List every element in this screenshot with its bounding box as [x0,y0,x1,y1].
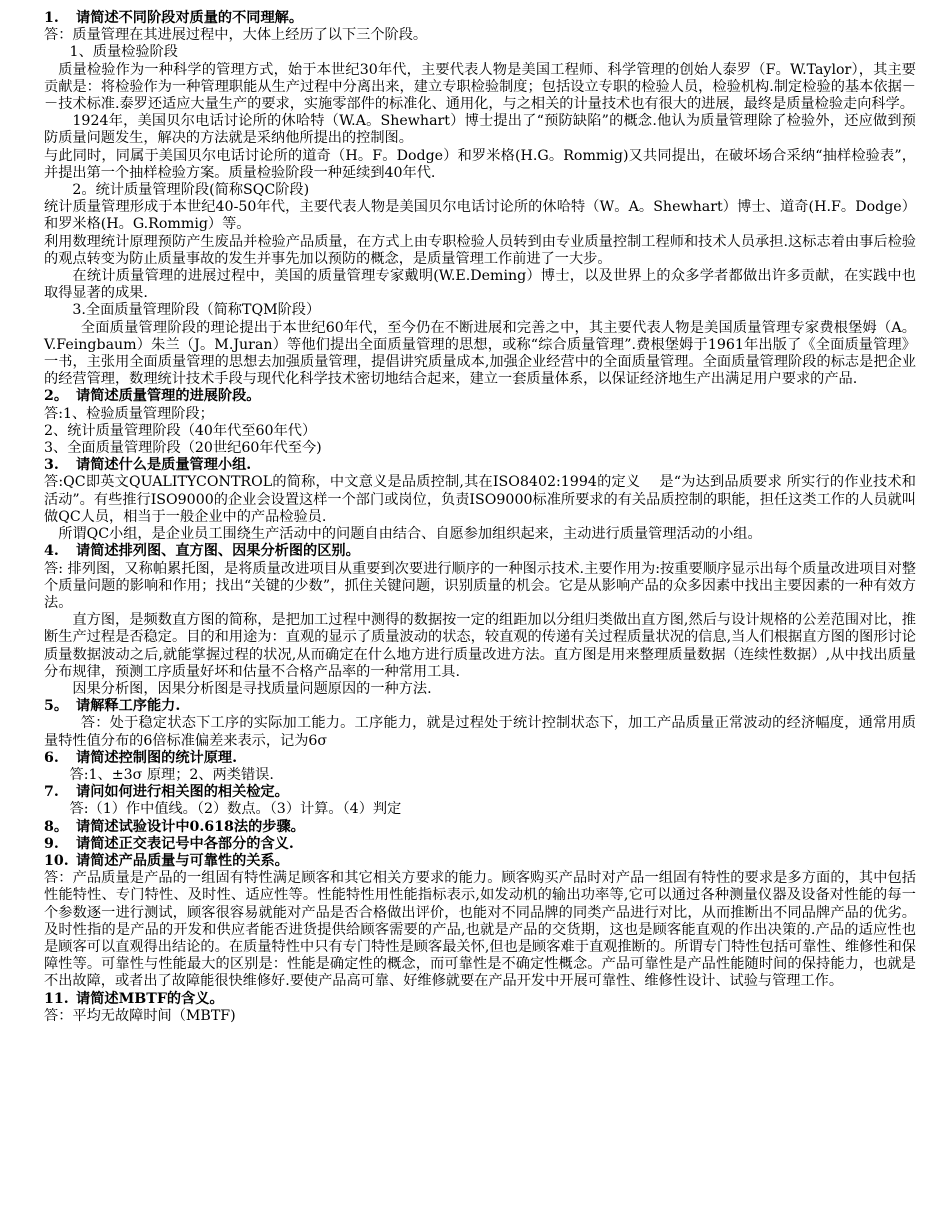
answer-paragraph: 在统计质量管理的进展过程中，美国的质量管理专家戴明(W.E.Deming）博士，以及世界上的众多学者都做出许多贡献，在实践中也取得显著的成果. [44,268,916,302]
answer-paragraph: 利用数理统计原理预防产生废品并检验产品质量，在方式上由专职检验人员转到由专业质量控制工程师和技术人员承担.这标志着由事后检验的观点转变为防止质量事故的发生并事先加以预防的概念，是质量管理工作前进了一大步。 [44,233,916,267]
question-4 [44,543,916,560]
question-title: 请简述正交表记号中各部分的含义. [76,835,294,852]
answer-line: 答:（1）作中值线。（2）数点。（3）计算。（4）判定 [69,801,402,818]
section-heading: 2。统计质量管理阶段(简称SQC阶段) [72,182,310,199]
question-number: 5。 [44,698,69,715]
question-title: 请简述MBTF的含义。 [76,990,224,1007]
question-title: 请简述质量管理的进展阶段。 [76,388,261,405]
question-title: 请简述排列图、直方图、因果分析图的区别。 [76,543,360,560]
answer-paragraph: 1924年，美国贝尔电话讨论所的休哈特（W.A。Shewhart）博士提出了“预防缺陷”的概念.他认为质量管理除了检验外，还应做到预防质量问题发生，解决的方法就是采纳他所提出的控制图。 [44,113,916,147]
answer-line: 答：平均无故障时间（MBTF) [44,1007,236,1024]
answer-line: 3、全面质量管理阶段（20世纪60年代至今) [44,440,322,457]
question-number: 11. [44,990,69,1007]
section-heading: 1、质量检验阶段 [69,44,178,61]
question-6 [44,750,916,767]
answer-line: 答:1、±3σ 原理；2、两类错误. [69,766,274,783]
question-title: 请简述试验设计中0.618法的步骤。 [76,818,305,835]
question-number: 1. [44,10,59,26]
question-number: 7. [44,784,59,801]
answer-line: 答:1、检验质量管理阶段； [44,405,214,422]
question-10 [44,853,916,870]
answer-paragraph: 与此同时，同属于美国贝尔电话讨论所的道奇（H。F。Dodge）和罗米格(H.G。Rommig)又共同提出，在破坏场合采纳“抽样检验表”，并提出第一个抽样检验方案。质量检验阶段一种延续到40年代. [44,147,916,181]
question-number: 8。 [44,818,69,835]
question-number: 4. [44,543,59,560]
question-7 [44,784,916,801]
answer-paragraph: 直方图，是频数直方图的简称，是把加工过程中测得的数据按一定的组距加以分组归类做出直方图,然后与设计规格的公差范围对比，推断生产过程是否稳定。目的和用途为：直观的显示了质量波动的状态，较直观的传递有关过程质量状况的信息,当人们根据直方图的图形讨论质量数据波动之后,就能掌握过程的状况,从而确定在什么地方进行质量改进方法。直方图是用来整理质量数据（连续性数据）,从中找出质量分布规律，预测工序质量好坏和估量不合格产品率的一种常用工具. [44,612,916,680]
answer-paragraph: 答: 排列图，又称帕累托图，是将质量改进项目从重要到次要进行顺序的一种图示技术.主要作用为:按重要顺序显示出每个质量改进项目对整个质量问题的影响和作用；找出“关键的少数”，抓住关键问题，识别质量的机会。它是从影响产品的众多因素中找出主要因素的一种有效方法。 [44,560,916,611]
answer-paragraph: 统计质量管理形成于本世纪40-50年代，主要代表人物是美国贝尔电话讨论所的休哈特（W。A。Shewhart）博士、道奇(H.F。Dodge）和罗米格(H。G.Rommig）等。 [44,199,916,233]
question-number: 10. [44,852,69,869]
question-2 [44,388,916,405]
question-title: 请简述什么是质量管理小组. [76,457,252,474]
question-number: 2。 [44,388,69,405]
answer-paragraph: 答:QC即英文QUALITYCONTROL的简称，中文意义是品质控制,其在ISO8402:1994的定义 是“为达到品质要求 所实行的作业技术和活动”。有些推行ISO9000的企业会设置这样一个部门或岗位，负责ISO9000标准所要求的有关品质控制的职能，担任这类工作的人员就叫做QC人员，相当于一般企业中的产品检验员. [44,474,916,525]
answer-paragraph: 所谓QC小组，是企业员工围绕生产活动中的问题自由结合、自愿参加组织起来，主动进行质量管理活动的小组。 [58,526,762,543]
question-3 [44,457,916,474]
answer-paragraph: 质量检验作为一种科学的管理方式，始于本世纪30年代，主要代表人物是美国工程师、科学管理的创始人泰罗（F。W.Taylor），其主要贡献是：将检验作为一种管理职能从生产过程中分离出来，建立专职检验制度；包括设立专职的检验人员，检验机构.制定检验的基本依据－－技术标准.泰罗还适应大量生产的要求，实施零部件的标准化、通用化，与之相关的计量技术也有很大的进展，最终是质量检验走向科学。 [44,61,916,113]
question-title: 请简述控制图的统计原理. [76,749,238,766]
document-page [44,10,916,1025]
answer-paragraph: 因果分析图，因果分析图是寻找质量问题原因的一种方法. [72,680,432,697]
answer-paragraph: 全面质量管理阶段的理论提出于本世纪60年代，至今仍在不断进展和完善之中，其主要代表人物是美国质量管理专家费根堡姆（A。V.Feingbaum）朱兰（J。M.Juran）等他们提出全面质量管理的思想，或称“综合质量管理”.费根堡姆于1961年出版了《全面质量管理》一书，主张用全面质量管理的思想去加强质量管理，提倡讲究质量成本,加强企业经营中的全面质量管理。全面质量管理阶段的标志是把企业的经营管理，数理统计技术手段与现代化科学技术密切地结合起来，建立一套质量体系，以保证经济地生产出满足用户要求的产品. [44,319,916,388]
section-heading: 3.全面质量管理阶段（简称TQM阶段） [72,302,321,319]
question-11 [44,991,916,1008]
question-8 [44,819,916,836]
question-title: 请简述不同阶段对质量的不同理解。 [76,10,304,26]
answer-line: 2、统计质量管理阶段（40年代至60年代） [44,422,317,439]
question-number: 3. [44,457,59,474]
question-1 [44,10,916,27]
question-number: 6. [44,749,59,766]
question-5 [44,698,916,715]
question-title: 请问如何进行相关图的相关检定。 [76,784,289,801]
question-9 [44,836,916,853]
question-title: 请简述产品质量与可靠性的关系。 [76,852,289,869]
answer-paragraph: 答：处于稳定状态下工序的实际加工能力。工序能力，就是过程处于统计控制状态下，加工产品质量正常波动的经济幅度，通常用质量特性值分布的6倍标准偏差来表示，记为6σ [44,715,916,749]
question-title: 请解释工序能力. [76,698,181,715]
question-number: 9. [44,835,59,852]
answer-intro: 答：质量管理在其进展过程中，大体上经历了以下三个阶段。 [44,27,428,44]
answer-paragraph: 答：产品质量是产品的一组固有特性满足顾客和其它相关方要求的能力。顾客购买产品时对产品一组固有特性的要求是多方面的，其中包括性能特性、专门特性、及时性、适应性等。性能特性用性能指标表示,如发动机的输出功率等,它可以通过各种测量仪器及设备对性能的每一个参数逐一进行测试，顾客很容易就能对产品是否合格做出评价，也能对不同品牌的同类产品进行对比，从而推断出不同品牌产品的优劣。及时性指的是产品的开发和供应者能否进货提供给顾客需要的产品,也就是产品的交货期，这也是顾客能直观的作出决策的.产品的适应性也是顾客可以直观得出结论的。在质量特性中只有专门特性是顾客最关怀,但也是顾客难于直观推断的。所谓专门特性包括可靠性、维修性和保障性等。可靠性与性能最大的区别是：性能是确定性的概念，而可靠性是不确定性概念。产品可靠性是产品性能随时间的保持能力，也就是不出故障，或者出了故障能很快维修好.要使产品高可靠、好维修就要在产品开发中开展可靠性、维修性设计、试验与管理工作。 [44,870,916,990]
